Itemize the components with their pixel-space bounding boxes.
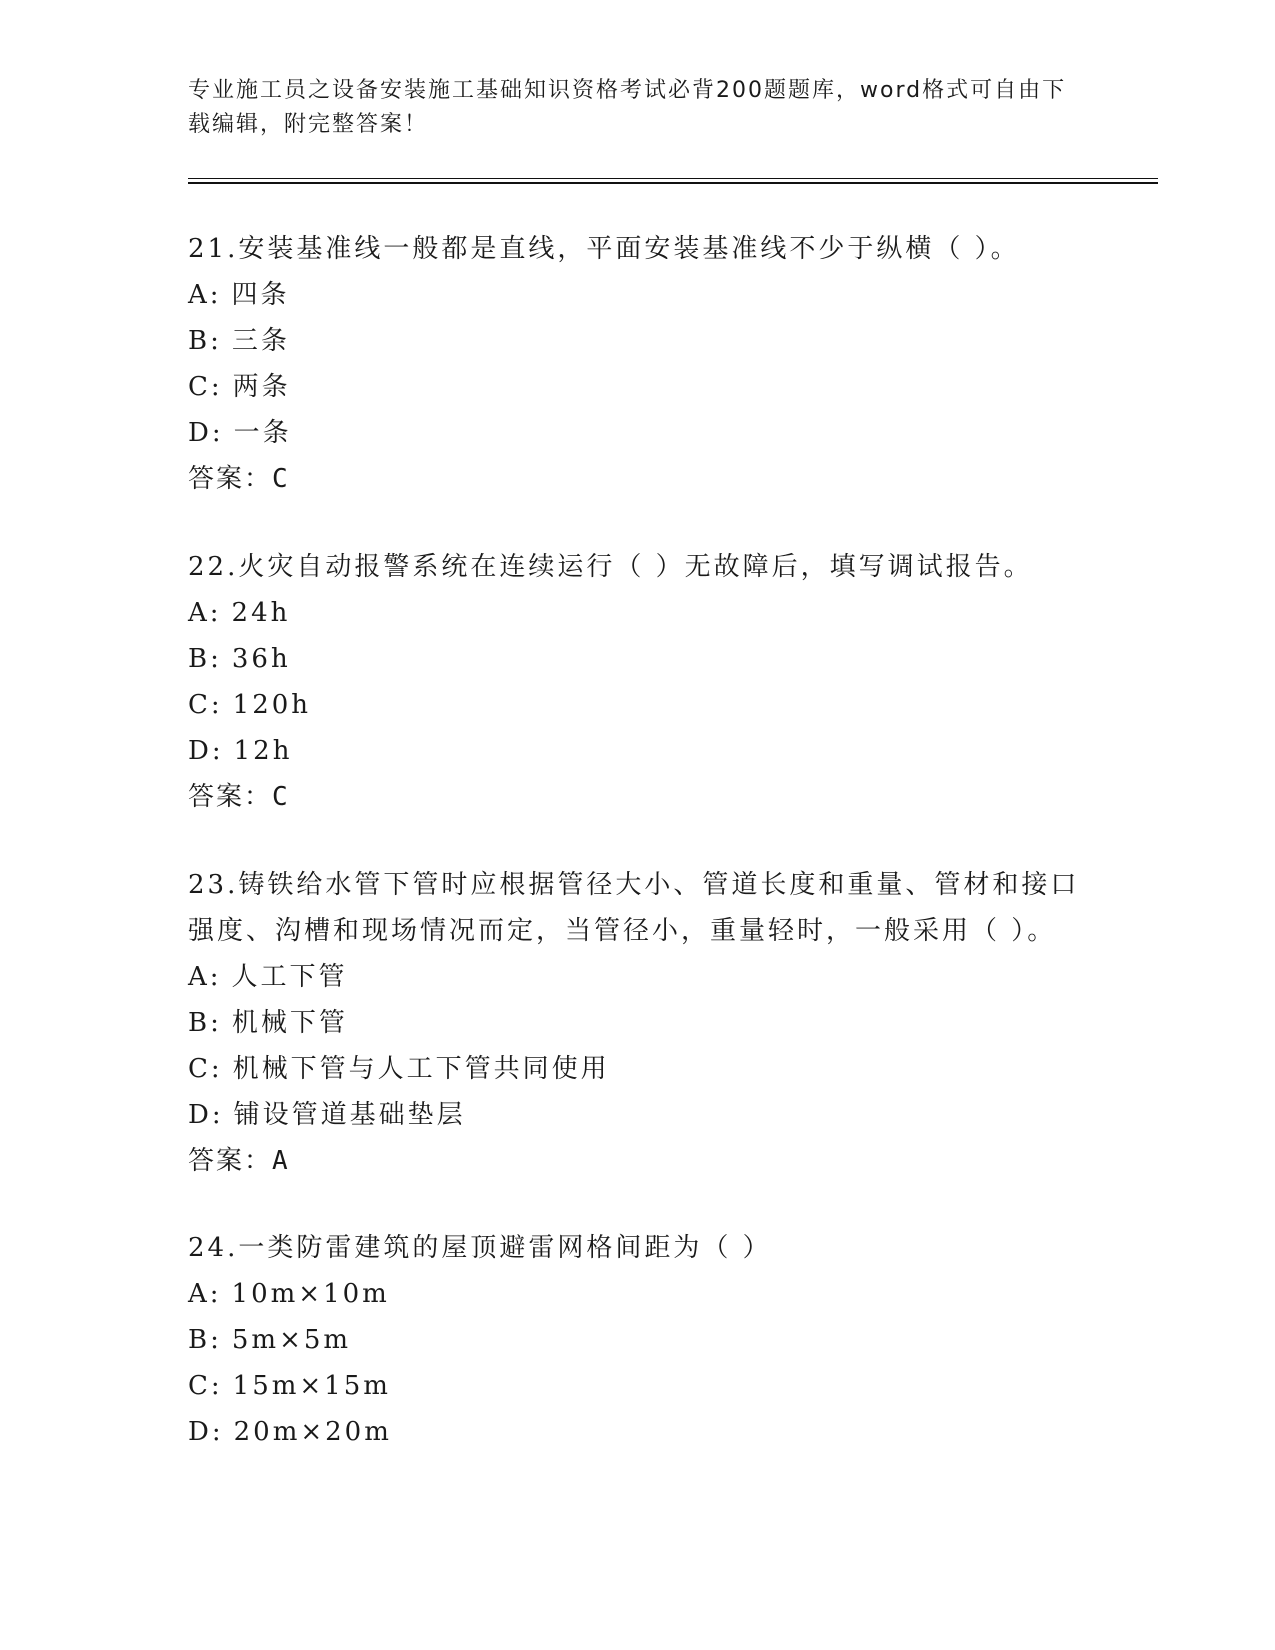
answer-label: 答案：: [188, 1146, 273, 1176]
option-letter: D:: [188, 736, 224, 766]
option-a: [188, 1271, 1088, 1317]
option-text: 三条: [231, 326, 290, 356]
option-text: 36h: [231, 644, 291, 674]
option-text: 120h: [232, 690, 312, 720]
answer-line: [188, 456, 1088, 502]
question-21: [188, 226, 1088, 502]
question-stem: 24.一类防雷建筑的屋顶避雷网格间距为（ ）: [188, 1233, 772, 1263]
option-b: [188, 636, 1088, 682]
option-text: 5m×5m: [231, 1325, 352, 1355]
option-letter: D:: [188, 418, 224, 448]
option-letter: B:: [188, 644, 222, 674]
question-stem: 22.火灾自动报警系统在连续运行（ ）无故障后，填写调试报告。: [188, 552, 1033, 582]
option-a: [188, 272, 1088, 318]
option-letter: A:: [188, 280, 222, 310]
option-text: 24h: [231, 598, 291, 628]
answer-line: [188, 1138, 1088, 1184]
option-c: [188, 1363, 1088, 1409]
answer-value: C: [272, 464, 290, 494]
question-24: [188, 1225, 1088, 1455]
option-d: [188, 410, 1088, 456]
option-text: 机械下管与人工下管共同使用: [232, 1054, 610, 1084]
question-22: [188, 544, 1088, 820]
answer-value: A: [272, 1146, 290, 1176]
option-c: [188, 364, 1088, 410]
option-c: [188, 682, 1088, 728]
option-letter: A:: [188, 962, 222, 992]
option-letter: B:: [188, 326, 222, 356]
option-letter: A:: [188, 1279, 222, 1309]
option-letter: C:: [188, 372, 223, 402]
option-text: 12h: [233, 736, 293, 766]
option-text: 机械下管: [231, 1008, 348, 1038]
option-a: [188, 954, 1088, 1000]
option-b: [188, 1317, 1088, 1363]
answer-label: 答案：: [188, 464, 273, 494]
option-d: [188, 728, 1088, 774]
option-letter: C:: [188, 690, 223, 720]
option-letter: C:: [188, 1371, 223, 1401]
option-d: [188, 1092, 1088, 1138]
option-b: [188, 318, 1088, 364]
option-letter: B:: [188, 1325, 222, 1355]
question-stem: 21.安装基准线一般都是直线，平面安装基准线不少于纵横（ ）。: [188, 234, 1020, 264]
answer-label: 答案：: [188, 782, 273, 812]
option-text: 10m×10m: [231, 1279, 390, 1309]
option-text: 一条: [233, 418, 292, 448]
option-letter: D:: [188, 1100, 224, 1130]
answer-value: C: [272, 782, 290, 812]
option-letter: B:: [188, 1008, 222, 1038]
option-text: 两条: [232, 372, 291, 402]
option-text: 15m×15m: [232, 1371, 391, 1401]
question-23: [188, 862, 1088, 1184]
option-text: 铺设管道基础垫层: [233, 1100, 466, 1130]
option-text: 20m×20m: [233, 1417, 392, 1447]
option-text: 四条: [231, 280, 290, 310]
option-letter: A:: [188, 598, 222, 628]
header-divider-thin: [188, 178, 1158, 179]
option-b: [188, 1000, 1088, 1046]
option-text: 人工下管: [231, 962, 348, 992]
option-c: [188, 1046, 1088, 1092]
option-a: [188, 590, 1088, 636]
header-divider-thick: [188, 182, 1158, 184]
option-letter: C:: [188, 1054, 223, 1084]
answer-line: [188, 774, 1088, 820]
document-title: 专业施工员之设备安装施工基础知识资格考试必背200题题库，word格式可自由下载编辑，附完整答案！: [188, 78, 1067, 137]
option-letter: D:: [188, 1417, 224, 1447]
option-d: [188, 1409, 1088, 1455]
question-stem: 23.铸铁给水管下管时应根据管径大小、管道长度和重量、管材和接口强度、沟槽和现场情况而定，当管径小，重量轻时，一般采用（ ）。: [188, 870, 1080, 946]
